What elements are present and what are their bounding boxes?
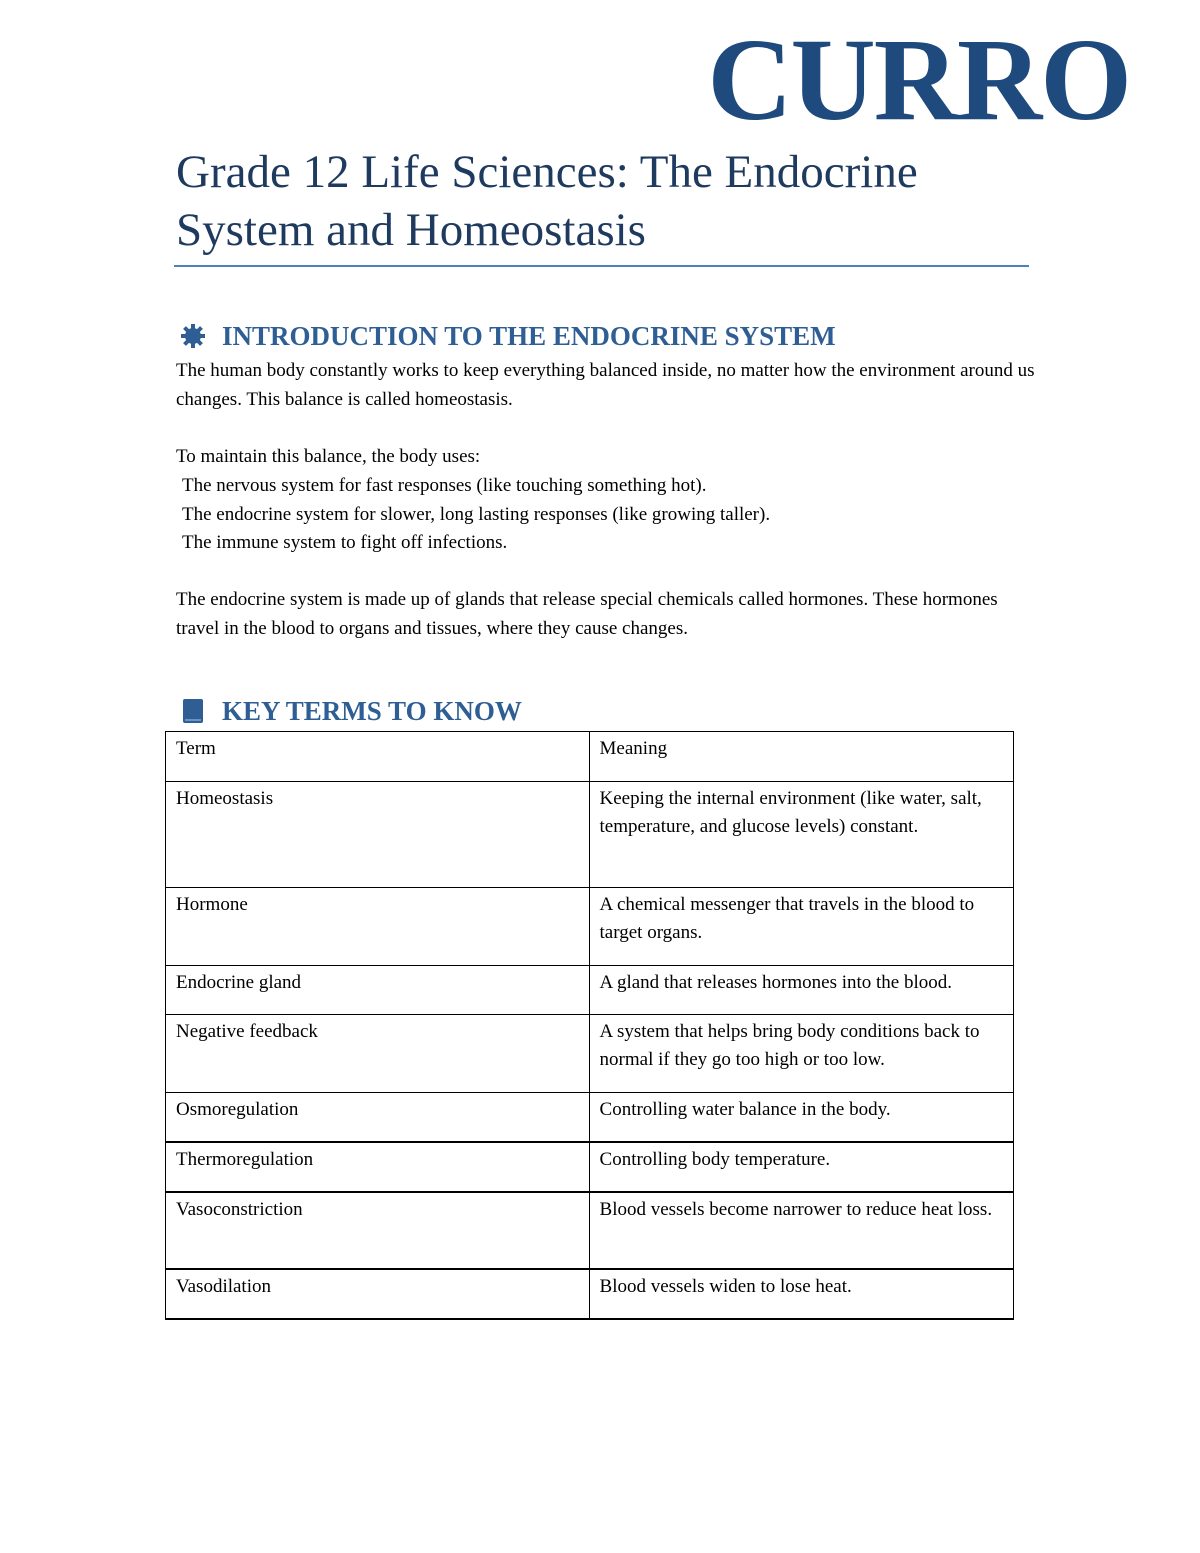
meaning-cell: Blood vessels widen to lose heat. <box>589 1269 1013 1319</box>
book-icon <box>180 698 206 724</box>
meaning-cell: Controlling water balance in the body. <box>589 1093 1013 1142</box>
term-cell: Negative feedback <box>166 1015 590 1093</box>
term-cell: Thermoregulation <box>166 1142 590 1192</box>
table-row <box>166 888 1014 966</box>
meaning-cell: Blood vessels become narrower to reduce heat loss. <box>589 1192 1013 1269</box>
list-item: The endocrine system for slower, long lasting responses (like growing taller). <box>182 504 771 525</box>
meaning-cell: A gland that releases hormones into the blood. <box>589 966 1013 1015</box>
section-heading-intro <box>180 320 836 352</box>
section-heading-terms-label: KEY TERMS TO KNOW <box>222 696 522 726</box>
table-row <box>166 966 1014 1015</box>
term-cell: Vasoconstriction <box>166 1192 590 1269</box>
term-cell: Hormone <box>166 888 590 966</box>
table-row <box>166 1192 1014 1269</box>
table-row <box>166 1269 1014 1319</box>
intro-paragraph-1: The human body constantly works to keep everything balanced inside, no matter how the environment around us changes. This balance is called homeostasis. <box>176 360 1035 410</box>
meaning-cell: Controlling body temperature. <box>589 1142 1013 1192</box>
list-item: The nervous system for fast responses (like touching something hot). <box>182 475 707 496</box>
meaning-cell: Keeping the internal environment (like water, salt, temperature, and glucose levels) constant. <box>589 782 1013 888</box>
meaning-cell: A chemical messenger that travels in the blood to target organs. <box>589 888 1013 966</box>
intro-paragraph-3: The endocrine system is made up of glands that release special chemicals called hormones. These hormones travel in the blood to organs and tissues, where they cause changes. <box>176 589 998 639</box>
table-header-row <box>166 732 1014 782</box>
intro-paragraph-2: To maintain this balance, the body uses: <box>176 446 481 467</box>
title-underline <box>174 265 1029 267</box>
section-heading-intro-label: INTRODUCTION TO THE ENDOCRINE SYSTEM <box>222 321 836 351</box>
section-heading-terms <box>180 695 522 727</box>
table-header-term: Term <box>166 732 590 782</box>
table-row <box>166 1015 1014 1093</box>
key-terms-table <box>165 731 1014 1320</box>
gear-icon <box>180 323 206 349</box>
table-header-meaning: Meaning <box>589 732 1013 782</box>
table-row <box>166 1142 1014 1192</box>
table-row <box>166 1093 1014 1142</box>
term-cell: Endocrine gland <box>166 966 590 1015</box>
term-cell: Homeostasis <box>166 782 590 888</box>
term-cell: Vasodilation <box>166 1269 590 1319</box>
table-row <box>166 782 1014 888</box>
meaning-cell: A system that helps bring body conditions back to normal if they go too high or too low. <box>589 1015 1013 1093</box>
curro-logo: CURRO <box>707 14 1130 145</box>
document-title: Grade 12 Life Sciences: The Endocrine System and Homeostasis <box>176 146 918 256</box>
term-cell: Osmoregulation <box>166 1093 590 1142</box>
list-item: The immune system to fight off infections. <box>182 532 508 553</box>
